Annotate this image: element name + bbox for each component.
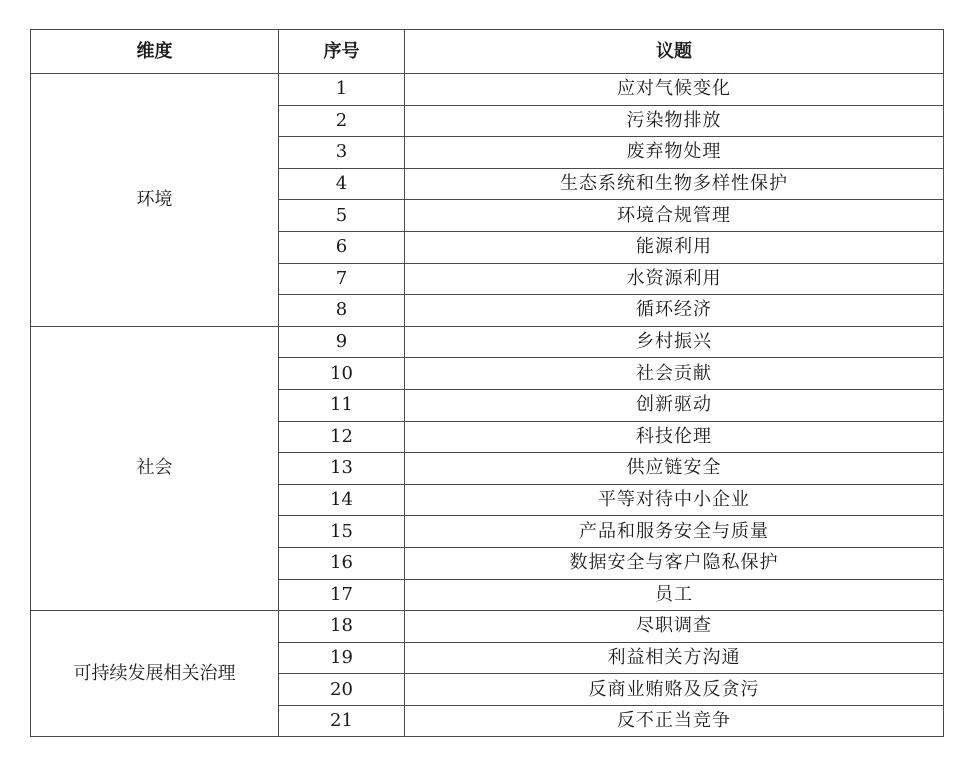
row-number: 8 <box>279 295 405 327</box>
row-topic: 废弃物处理 <box>405 137 944 169</box>
row-topic: 反不正当竞争 <box>405 705 944 737</box>
row-topic: 尽职调查 <box>405 611 944 643</box>
row-topic: 水资源利用 <box>405 263 944 295</box>
table-row <box>31 326 944 358</box>
row-number: 13 <box>279 453 405 485</box>
row-topic: 科技伦理 <box>405 421 944 453</box>
row-topic: 利益相关方沟通 <box>405 642 944 674</box>
header-topic: 议题 <box>405 30 944 74</box>
row-number: 17 <box>279 579 405 611</box>
row-number: 10 <box>279 358 405 390</box>
row-topic: 平等对待中小企业 <box>405 484 944 516</box>
row-topic: 应对气候变化 <box>405 74 944 106</box>
row-number: 20 <box>279 674 405 706</box>
row-number: 3 <box>279 137 405 169</box>
row-topic: 能源利用 <box>405 231 944 263</box>
row-number: 7 <box>279 263 405 295</box>
row-topic: 生态系统和生物多样性保护 <box>405 168 944 200</box>
row-number: 2 <box>279 105 405 137</box>
row-number: 19 <box>279 642 405 674</box>
row-number: 16 <box>279 547 405 579</box>
dimension-cell: 环境 <box>31 74 279 327</box>
row-topic: 环境合规管理 <box>405 200 944 232</box>
row-number: 9 <box>279 326 405 358</box>
row-number: 6 <box>279 231 405 263</box>
row-topic: 反商业贿赂及反贪污 <box>405 674 944 706</box>
row-topic: 乡村振兴 <box>405 326 944 358</box>
row-number: 4 <box>279 168 405 200</box>
row-number: 18 <box>279 611 405 643</box>
row-number: 15 <box>279 516 405 548</box>
row-topic: 社会贡献 <box>405 358 944 390</box>
row-number: 1 <box>279 74 405 106</box>
row-topic: 创新驱动 <box>405 389 944 421</box>
row-topic: 供应链安全 <box>405 453 944 485</box>
row-topic: 数据安全与客户隐私保护 <box>405 547 944 579</box>
header-number: 序号 <box>279 30 405 74</box>
table-header <box>31 30 944 74</box>
row-topic: 污染物排放 <box>405 105 944 137</box>
row-topic: 员工 <box>405 579 944 611</box>
dimension-cell: 可持续发展相关治理 <box>31 611 279 737</box>
row-number: 21 <box>279 705 405 737</box>
row-topic: 循环经济 <box>405 295 944 327</box>
row-topic: 产品和服务安全与质量 <box>405 516 944 548</box>
table-body <box>31 74 944 737</box>
row-number: 5 <box>279 200 405 232</box>
header-dimension: 维度 <box>31 30 279 74</box>
table-row <box>31 611 944 643</box>
row-number: 11 <box>279 389 405 421</box>
row-number: 14 <box>279 484 405 516</box>
row-number: 12 <box>279 421 405 453</box>
issues-table <box>30 29 944 737</box>
dimension-cell: 社会 <box>31 326 279 610</box>
header-row <box>31 30 944 74</box>
table-row <box>31 74 944 106</box>
